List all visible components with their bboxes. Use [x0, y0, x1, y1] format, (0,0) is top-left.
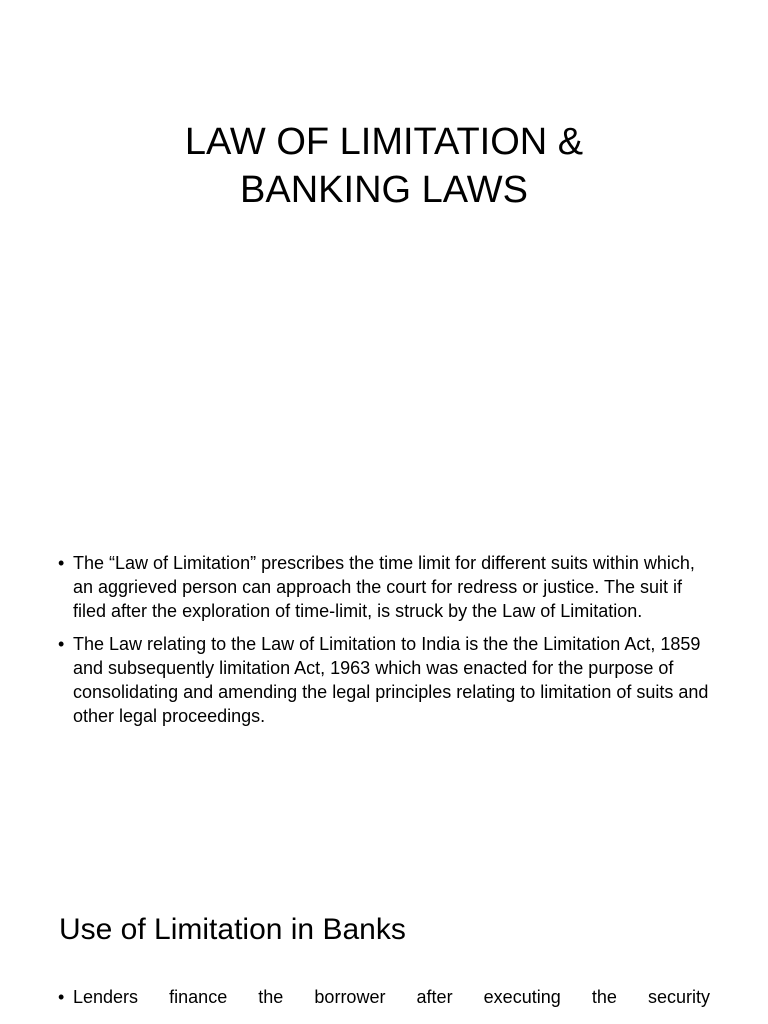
bullet-word: finance [169, 987, 228, 1007]
banks-bullet-list [58, 985, 710, 1009]
bullet-word: borrower [314, 987, 386, 1007]
section-heading: Use of Limitation in Banks [59, 913, 406, 946]
limitation-bullet-list [58, 551, 710, 736]
slide-title-line-2: BANKING LAWS [240, 169, 528, 211]
bullet-word: after [416, 987, 453, 1007]
bullet-word: the [591, 987, 617, 1007]
bullet-word: the [258, 987, 284, 1007]
bullet-item [58, 632, 710, 729]
bullet-dot-icon: • [58, 553, 65, 573]
slide-title [0, 118, 768, 214]
bullet-text [73, 985, 710, 1009]
bullet-word: security [647, 987, 710, 1007]
bullet-word: executing [483, 987, 561, 1007]
bullet-item [58, 985, 710, 1009]
bullet-item [58, 551, 710, 624]
bullet-text: The Law relating to the Law of Limitation to India is the the Limitation Act, 1859 and subsequently limitation Act, 1963 which was enacted for the purpose of consolidating and amending the legal principles relating to limitation of suits and other legal proceedings. [73, 633, 709, 727]
slide-title-line-1: LAW OF LIMITATION & [184, 121, 584, 163]
bullet-word: Lenders [73, 987, 139, 1007]
bullet-dot-icon: • [58, 633, 65, 654]
bullet-dot-icon: • [58, 987, 65, 1007]
bullet-text: The “Law of Limitation” prescribes the time limit for different suits within which, an aggrieved person can approach the court for redress or justice. The suit if filed after the exploration of time-limit, is struck by the Law of Limitation. [73, 553, 695, 622]
